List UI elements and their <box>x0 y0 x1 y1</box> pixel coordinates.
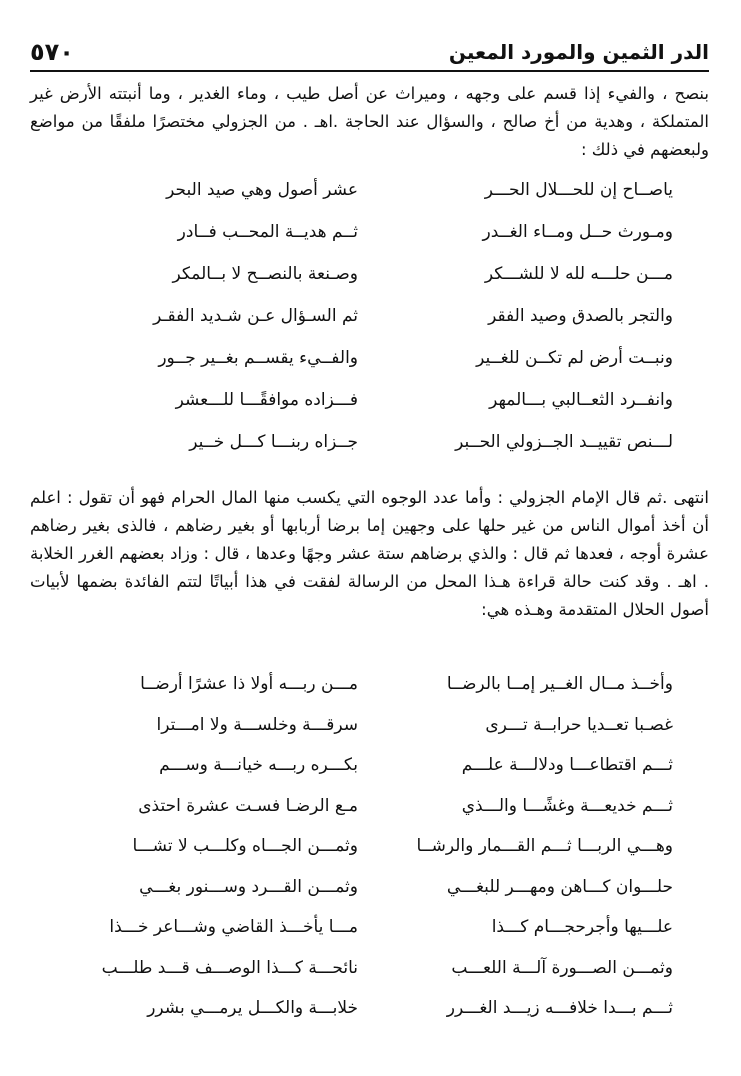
verse-first-hemistich: وانفــرد الثعــالبي بـــالمهر <box>489 390 673 410</box>
verse-line <box>30 180 709 222</box>
commentary-paragraph: انتهى .ثم قال الإمام الجزولي : وأما عدد الوجوه التي يكسب منها المال الحرام فهو أن تقول : اعلم أن أخذ أموال الناس من غير حلها على وجهين إما برضا أربابها أو بغير رضاهم ، فالذى بغير رضاهم عشرة أوجه ، فعدها ثم قال : والذي برضاهم ستة عشر وجهًا وعدها ، قال : وزاد بعضهم الغرر الخلابة . اهـ . وقد كنت حالة قراءة هـذا المحل من الرسالة لفقت في هذا أبياتًا لتتم الفائدة بضمها لأبيات أصول الحلال المتقدمة وهـذه هي: <box>30 488 709 619</box>
verse-first-hemistich: والتجر بالصدق وصيد الفقر <box>488 306 673 326</box>
verse-first-hemistich: وثمـــن الصـــورة آلـــة اللعـــب <box>451 957 673 978</box>
verse-second-hemistich: مـــا يأخـــذ القاضي وشـــاعر خـــذا <box>109 917 358 937</box>
verse-line <box>30 836 709 877</box>
verse-line <box>30 796 709 837</box>
running-title: الدر الثمين والمورد المعين <box>448 40 709 64</box>
verse-first-hemistich: لـــنص تقييــد الجــزولي الحــبر <box>455 432 673 452</box>
page-number: ٥٧٠ <box>30 38 74 66</box>
verse-second-hemistich: سرقـــة وخلســـة ولا امـــترا <box>156 714 358 735</box>
page-header <box>30 30 709 72</box>
verse-first-hemistich: حلـــوان كـــاهن ومهـــر للبغـــي <box>446 876 673 897</box>
verse-second-hemistich: خلابـــة والكـــل يرمـــي بشرر <box>147 998 358 1018</box>
verse-second-hemistich: بكـــره ربـــه خيانـــة وســـم <box>159 755 358 775</box>
verse-first-hemistich: مـــن حلـــه لله لا للشـــكر <box>484 264 673 284</box>
verse-second-hemistich: وثمـــن القـــرد وســـنور بغـــي <box>139 876 358 897</box>
verse-second-hemistich: ثــم هديــة المحــب فــادر <box>177 222 358 242</box>
verse-second-hemistich: عشر أصول وهي صيد البحر <box>166 180 358 200</box>
verse-line <box>30 998 709 1039</box>
verse-first-hemistich: ثـــم بـــدا خلافـــه زيـــد الغـــرر <box>446 998 673 1018</box>
verse-second-hemistich: نائحـــة كـــذا الوصـــف قـــد طلـــب <box>101 957 358 978</box>
verse-first-hemistich: ياصــاح إن للحـــلال الحـــر <box>484 180 673 200</box>
verse-line <box>30 917 709 958</box>
verse-second-hemistich: فـــزاده موافقًـــا للـــعشر <box>175 390 358 410</box>
verse-line <box>30 674 709 715</box>
verse-first-hemistich: علـــيها وأجرحجـــام كـــذا <box>491 917 673 937</box>
poem-haram-sources <box>30 674 709 1039</box>
verse-second-hemistich: مـع الرضـا فسـت عشرة احتذى <box>138 795 358 816</box>
verse-line <box>30 432 709 474</box>
verse-first-hemistich: ونبــت أرض لم تكــن للغــير <box>476 348 673 368</box>
verse-second-hemistich: وثمـــن الجـــاه وكلـــب لا تشـــا <box>132 836 358 856</box>
verse-first-hemistich: ومـورث حــل ومــاء الغــدر <box>482 222 673 242</box>
verse-first-hemistich: غصـبا تعــديا حرابــة تـــرى <box>485 714 673 735</box>
verse-line <box>30 264 709 306</box>
verse-first-hemistich: ثـــم خديعـــة وغشًـــا والـــذي <box>461 795 673 816</box>
verse-second-hemistich: والفــيء يقســم بغــير جــور <box>158 348 358 368</box>
verse-line <box>30 390 709 432</box>
verse-first-hemistich: وأخــذ مــال الغــير إمــا بالرضــا <box>446 674 673 694</box>
verse-first-hemistich: وهـــي الربـــا ثـــم القـــمار والرشــا <box>416 836 673 856</box>
verse-line <box>30 755 709 796</box>
verse-second-hemistich: جــزاه ربنـــا كـــل خــير <box>189 432 358 452</box>
verse-line <box>30 958 709 999</box>
verse-line <box>30 715 709 756</box>
verse-second-hemistich: مـــن ربـــه أولا ذا عشرًا أرضــا <box>140 674 358 694</box>
verse-first-hemistich: ثـــم اقتطاعـــا ودلالـــة علـــم <box>461 755 673 775</box>
verse-line <box>30 348 709 390</box>
intro-paragraph: بنصح ، والفيء إذا قسم على وجهه ، وميراث عن أصل طيب ، وماء الغدير ، وما أنبتته الأرض غير المتملكة ، وهدية من أخ صالح ، والسؤال عند الحاجة .اهـ . من الجزولي مختصرًا ملفقًا من مواضع ولبعضهم في ذلك : <box>30 84 709 159</box>
verse-line <box>30 877 709 918</box>
verse-line <box>30 222 709 264</box>
verse-second-hemistich: وصـنعة بالنصــح لا بــالمكر <box>172 264 358 284</box>
poem-halal-sources <box>30 180 709 474</box>
verse-second-hemistich: ثم السـؤال عـن شـديد الفقـر <box>153 306 358 326</box>
verse-line <box>30 306 709 348</box>
